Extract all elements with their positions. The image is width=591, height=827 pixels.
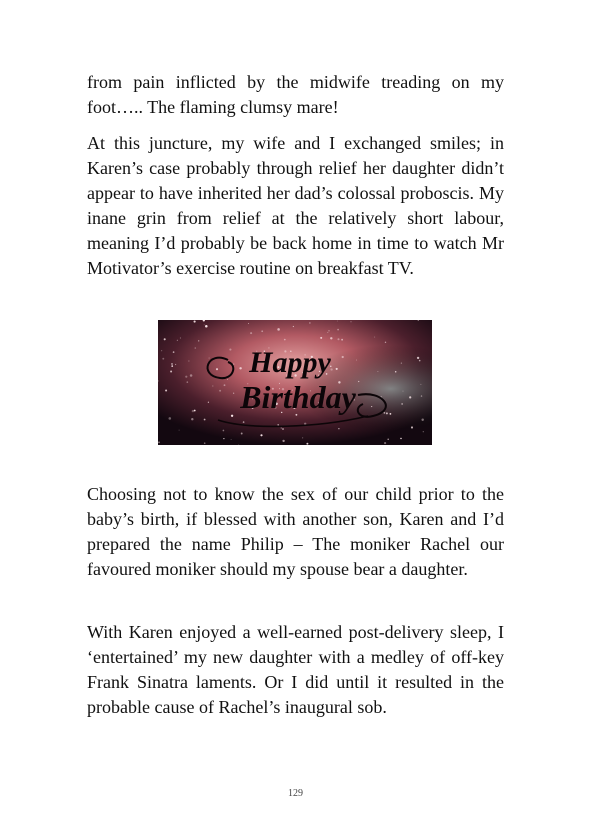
firework-spark — [411, 426, 413, 428]
firework-spark — [231, 439, 232, 440]
firework-spark — [231, 415, 233, 417]
firework-spark — [282, 440, 284, 442]
firework-spark — [180, 337, 181, 338]
firework-spark — [241, 433, 243, 435]
firework-spark — [400, 438, 401, 439]
firework-spark — [337, 321, 338, 322]
firework-spark — [190, 374, 193, 377]
firework-spark — [409, 396, 411, 398]
firework-spark — [284, 339, 286, 341]
firework-spark — [374, 337, 375, 338]
firework-spark — [175, 364, 176, 365]
firework-spark — [170, 370, 172, 372]
firework-spark — [165, 389, 167, 391]
firework-spark — [191, 418, 193, 420]
firework-spark — [260, 434, 262, 436]
firework-spark — [204, 324, 205, 325]
firework-spark — [420, 384, 421, 385]
firework-spark — [395, 371, 397, 373]
firework-spark — [306, 443, 308, 445]
firework-spark — [248, 323, 249, 324]
firework-spark — [421, 395, 422, 396]
firework-spark — [386, 412, 388, 414]
firework-spark — [384, 442, 386, 444]
firework-spark — [205, 325, 208, 328]
firework-spark — [358, 381, 359, 382]
firework-spark — [204, 442, 206, 444]
firework-spark — [169, 417, 172, 420]
firework-spark — [194, 410, 196, 412]
firework-spark — [423, 431, 424, 432]
firework-spark — [282, 428, 284, 430]
firework-spark — [387, 438, 389, 440]
firework-spark — [219, 390, 221, 392]
firework-spark — [173, 351, 175, 353]
firework-spark — [337, 338, 339, 340]
firework-spark — [328, 330, 330, 332]
firework-spark — [250, 332, 252, 334]
firework-spark — [188, 361, 189, 362]
paragraph-1: from pain inflicted by the midwife treading on my foot….. The flaming clumsy mare! — [87, 72, 504, 117]
happy-birthday-image — [158, 320, 432, 445]
firework-spark — [327, 332, 328, 333]
firework-spark — [185, 376, 187, 378]
firework-spark — [385, 342, 386, 343]
firework-spark — [223, 430, 225, 432]
firework-spark — [401, 362, 402, 363]
firework-spark — [194, 321, 196, 323]
firework-spark — [341, 339, 343, 341]
firework-spark — [192, 410, 194, 412]
firework-spark — [371, 406, 372, 407]
firework-spark — [223, 438, 224, 439]
firework-spark — [419, 360, 421, 362]
firework-spark — [401, 403, 402, 404]
firework-spark — [171, 365, 173, 367]
firework-spark — [336, 368, 338, 370]
firework-spark — [194, 347, 196, 349]
birthday-text: Birthday — [240, 379, 356, 415]
firework-spark — [302, 437, 303, 438]
firework-spark — [403, 391, 404, 392]
happy-text: Happy — [249, 346, 331, 379]
firework-spark — [337, 329, 339, 331]
firework-spark — [384, 412, 386, 414]
firework-spark — [277, 328, 280, 331]
paragraph-4: With Karen enjoyed a well-earned post-delivery sleep, I ‘entertained’ my new daughter with a medley of off-key Frank Sinatra laments. Or I did until it resulted in the probable cause of Rachel’s inaugural sob. — [87, 622, 504, 717]
firework-spark — [179, 430, 180, 431]
page-number: 129 — [288, 788, 303, 799]
firework-spark — [277, 424, 279, 426]
firework-spark — [261, 330, 263, 332]
firework-spark — [320, 337, 322, 339]
firework-spark — [162, 358, 164, 360]
firework-spark — [356, 360, 357, 361]
firework-spark — [377, 371, 378, 372]
firework-spark — [239, 367, 241, 369]
firework-spark — [212, 385, 213, 386]
firework-spark — [229, 349, 231, 351]
firework-spark — [224, 384, 226, 386]
firework-spark — [209, 358, 210, 359]
firework-spark — [227, 379, 228, 380]
firework-spark — [164, 338, 166, 340]
paragraph-2: At this juncture, my wife and I exchanged smiles; in Karen’s case probably through relief her daughter didn’t appear to have inherited her dad’s colossal proboscis. My inane grin from relief at the relatively short labour, meaning I’d probably be back home in time to watch Mr Motivator’s exercise routine on breakfast TV. — [87, 133, 504, 278]
firework-spark — [421, 419, 423, 421]
firework-spark — [208, 402, 209, 403]
firework-spark — [171, 363, 172, 364]
firework-spark — [158, 441, 160, 443]
firework-spark — [233, 393, 234, 394]
firework-spark — [187, 381, 189, 383]
paragraph-3: Choosing not to know the sex of our child prior to the baby’s birth, if blessed with another son, Karen and I’d prepared the name Philip – The moniker Rachel our favoured moniker should my spouse bear a daughter. — [87, 484, 504, 579]
firework-spark — [417, 357, 419, 359]
firework-spark — [161, 350, 162, 351]
firework-spark — [204, 419, 206, 421]
firework-spark — [309, 322, 310, 323]
firework-spark — [293, 326, 294, 327]
firework-spark — [338, 428, 339, 429]
firework-spark — [342, 356, 344, 358]
firework-spark — [216, 368, 218, 370]
firework-spark — [243, 421, 245, 423]
firework-spark — [330, 337, 332, 339]
firework-spark — [389, 413, 391, 415]
firework-spark — [198, 340, 199, 341]
firework-spark — [281, 427, 283, 429]
firework-spark — [233, 363, 234, 364]
firework-spark — [177, 340, 178, 341]
firework-spark — [350, 321, 351, 322]
